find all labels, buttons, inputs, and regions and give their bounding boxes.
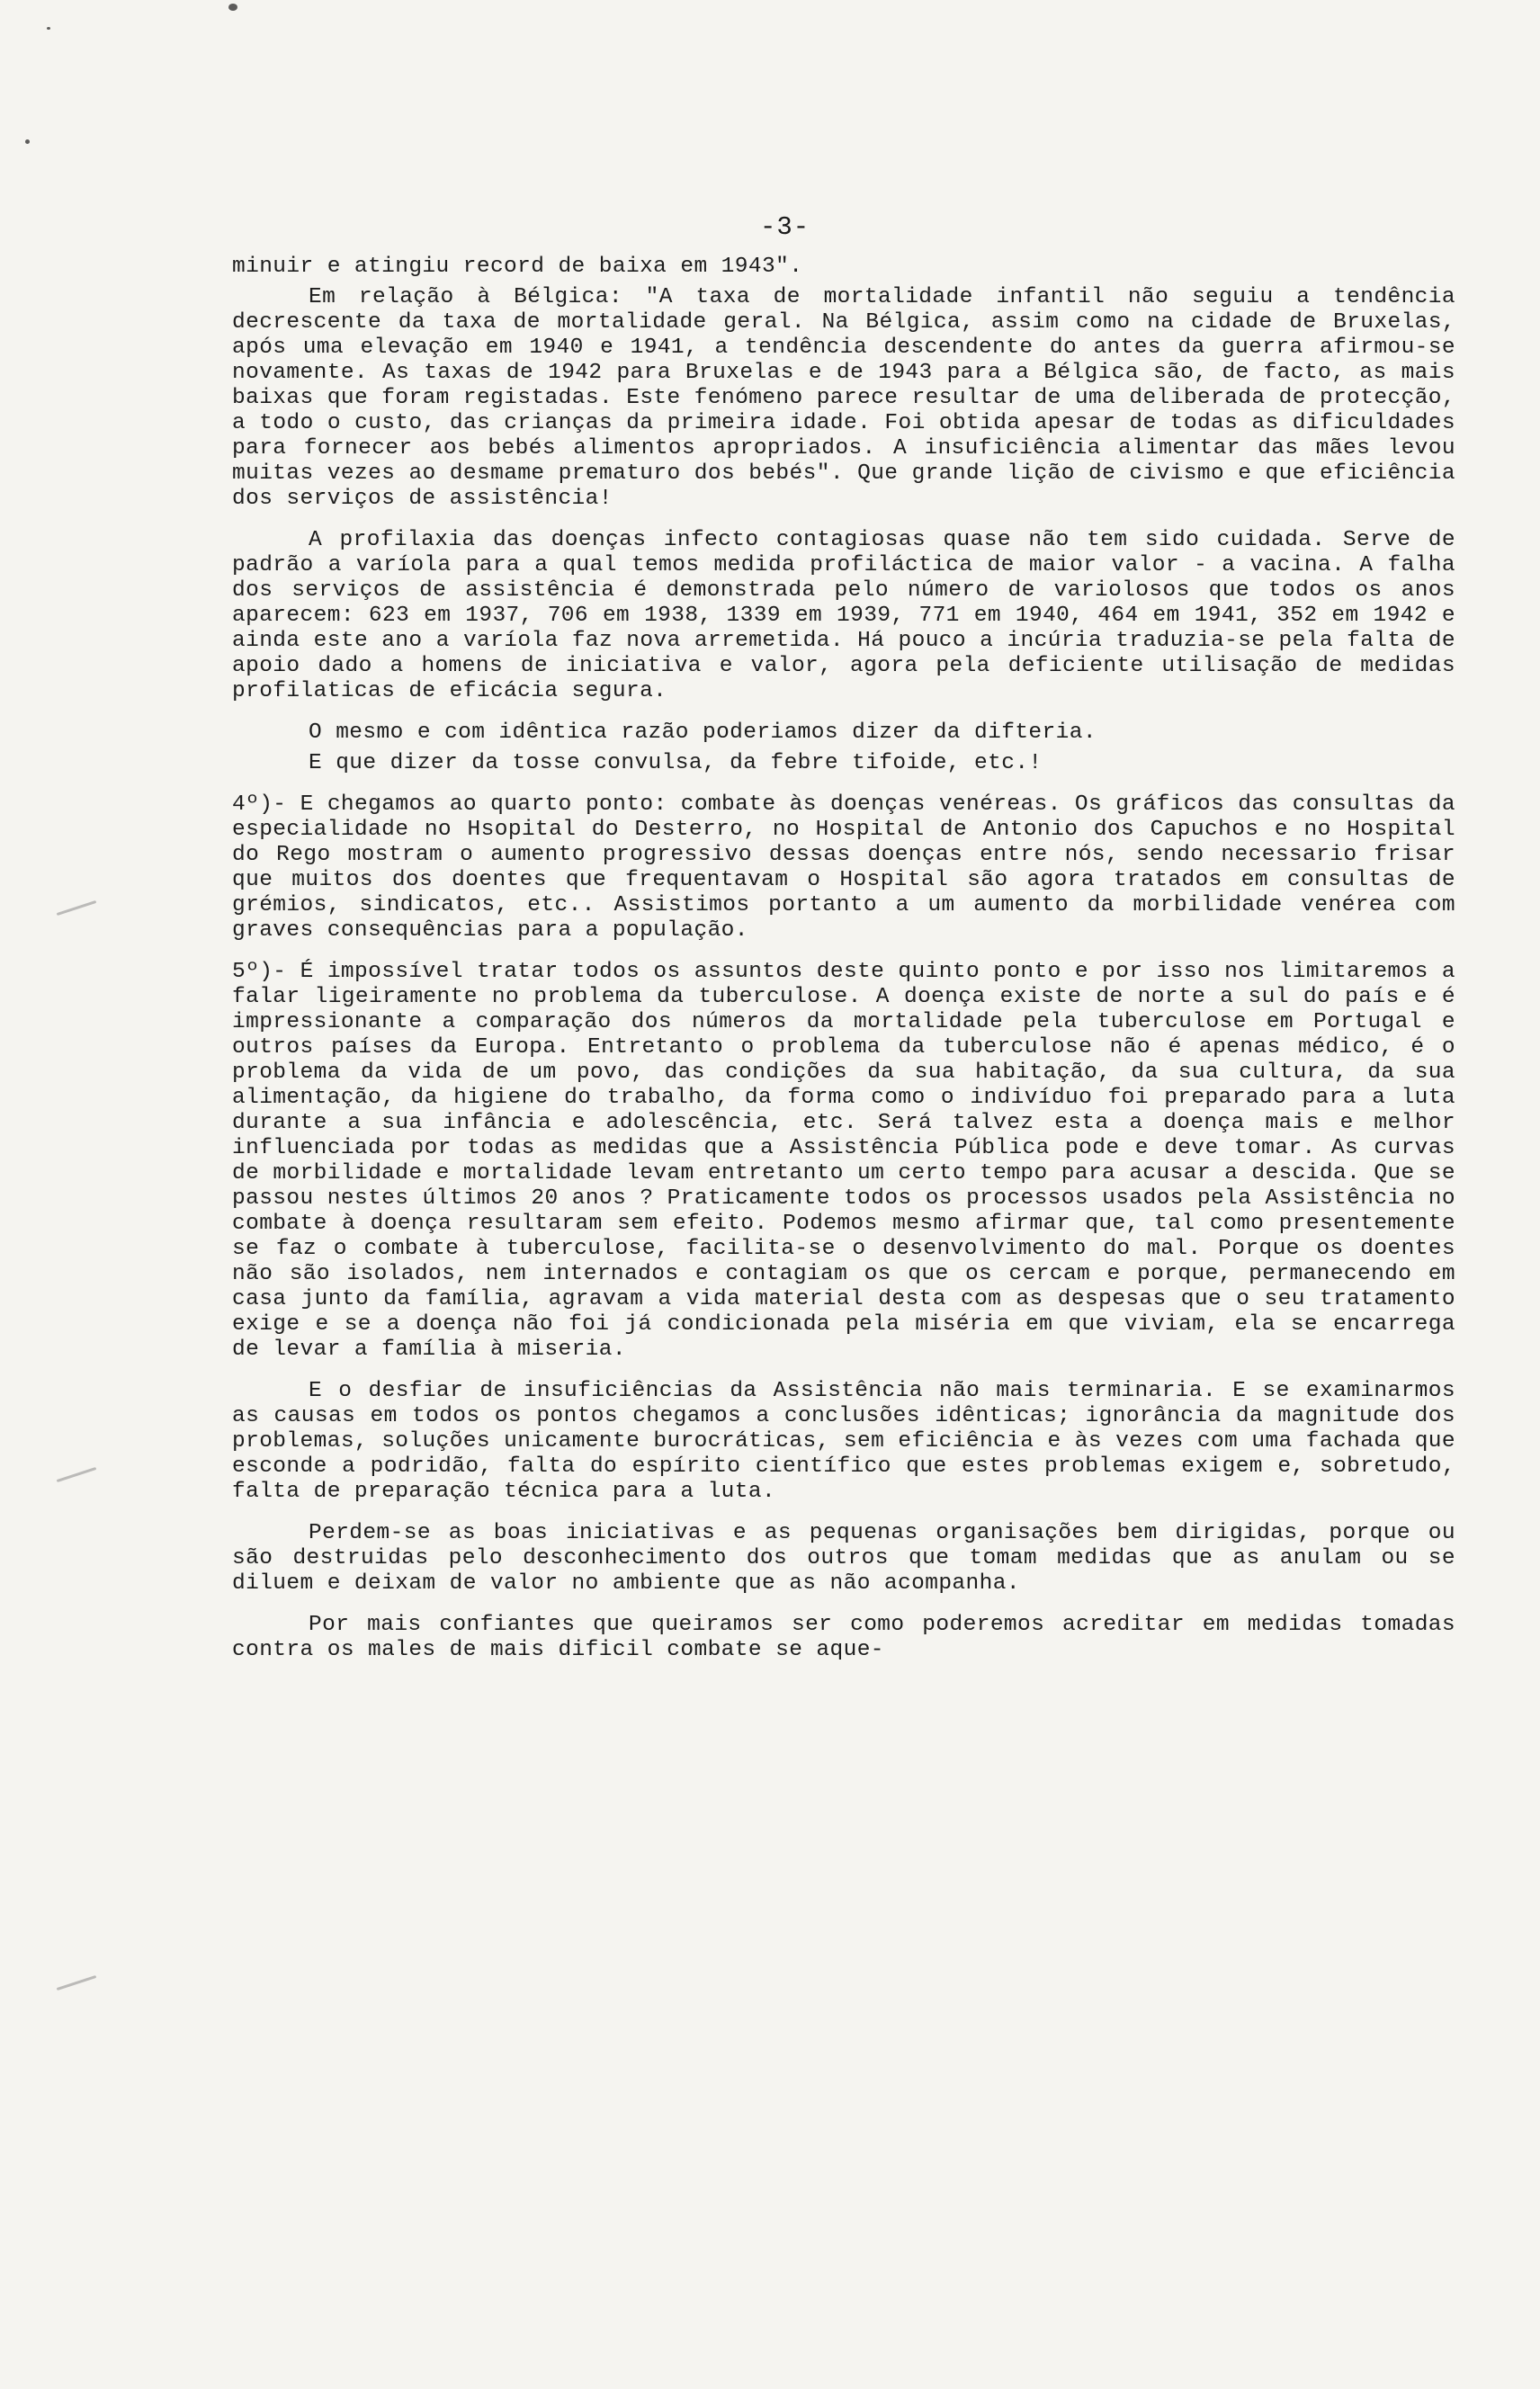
initiatives-paragraph: Perdem-se as boas iniciativas e as pequenas organisações bem dirigidas, porque ou são destruidas pelo desconhecimento dos outros que tomam medidas que as anulam ou se diluem e deixam de valor no ambiente que as não acompanha. bbox=[232, 1521, 1455, 1596]
diphtheria-paragraph: O mesmo e com idêntica razão poderiamos dizer da difteria. bbox=[309, 720, 1097, 745]
tuberculosis-paragraph: 5º)- É impossível tratar todos os assuntos deste quinto ponto e por isso nos limitaremos a falar ligeiramente no problema da tuberculose. A doença existe de norte a sul do país e é impressionante a comparação dos números da mortalidade pela tuberculose em Portugal e outros países da Europa. Entretanto o problema da tuberculose não é apenas médico, é o problema da vida de um povo, das condições da sua habitação, da sua cultura, da sua alimentação, da higiene do trabalho, da forma como o indivíduo foi preparado para a luta durante a sua infância e adolescência, etc. Será talvez esta a doença mais e melhor influenciada por todas as medidas que a Assistência Pública pode e deve tomar. As curvas de morbilidade e mortalidade levam entretanto um certo tempo para acusar a descida. Que se passou nestes últimos 20 anos ? Praticamente todos os processos usados pela Assistência no combate à doença resultaram sem efeito. Podemos mesmo afirmar que, tal como presentemente se faz o combate à tuberculose, facilita-se o desenvolvimento do mal. Porque os doentes não são isolados, nem internados e contagiam os que os cercam e porque, permanecendo em casa junto da família, agravam a vida material desta com as despesas que o seu tratamento exige e se a doença não foi já condicionada pela miséria em que viviam, ela se encarrega de levar a família à miseria. bbox=[232, 960, 1455, 1362]
opening-paragraph: minuir e atingiu record de baixa em 1943". bbox=[232, 255, 803, 279]
prophylaxis-paragraph: A profilaxia das doenças infecto contagiosas quase não tem sido cuidada. Serve de padrão a varíola para a qual temos medida profiláctica de maior valor - a vacina. A falha dos serviços de assistência é demonstrada pelo número de variolosos que todos os anos aparecem: 623 em 1937, 706 em 1938, 1339 em 1939, 771 em 1940, 464 em 1941, 352 em 1942 e ainda este ano a varíola faz nova arremetida. Há pouco a incúria traduzia-se pela falta de apoio dado a homens de iniciativa e valor, agora pela deficiente utilisação de medidas profilaticas de eficácia segura. bbox=[232, 528, 1455, 703]
binding-hole-mark bbox=[57, 1467, 97, 1482]
ink-speck-mark bbox=[47, 27, 50, 30]
binding-hole-mark bbox=[57, 1975, 97, 1991]
document-body bbox=[232, 255, 1455, 2368]
insufficiencies-paragraph: E o desfiar de insuficiências da Assistência não mais terminaria. E se examinarmos as causas em todos os pontos chegamos a conclusões idênticas; ignorância da magnitude dos problemas, soluções unicamente burocráticas, sem eficiência e às vezes com uma fachada que esconde a podridão, falta do espírito científico que estes problemas exigem e, sobretudo, falta de preparação técnica para a luta. bbox=[232, 1379, 1455, 1504]
page-number: -3- bbox=[760, 212, 810, 242]
pertussis-paragraph: E que dizer da tosse convulsa, da febre tifoide, etc.! bbox=[309, 751, 1043, 775]
ink-speck-mark bbox=[228, 4, 237, 11]
ink-speck-mark bbox=[25, 139, 30, 144]
venereal-diseases-paragraph: 4º)- E chegamos ao quarto ponto: combate às doenças venéreas. Os gráficos das consultas da especialidade no Hsopital do Desterro, no Hospital de Antonio dos Capuchos e no Hospital do Rego mostram o aumento progressivo dessas doenças entre nós, sendo necessario frisar que muitos dos doentes que frequentavam o Hospital são agora tratados em consultas de grémios, sindicatos, etc.. Assistimos portanto a um aumento da morbilidade venérea com graves consequências para a população. bbox=[232, 792, 1455, 943]
closing-paragraph: Por mais confiantes que queiramos ser como poderemos acreditar em medidas tomadas contra os males de mais dificil combate se aque- bbox=[232, 1613, 1455, 1662]
belgium-paragraph: Em relação à Bélgica: "A taxa de mortalidade infantil não seguiu a tendência decrescente da taxa de mortalidade geral. Na Bélgica, assim como na cidade de Bruxelas, após uma elevação em 1940 e 1941, a tendência descendente do antes da guerra afirmou-se novamente. As taxas de 1942 para Bruxelas e de 1943 para a Bélgica são, de facto, as mais baixas que foram registadas. Este fenómeno parece resultar de uma deliberada de protecção, a todo o custo, das crianças da primeira idade. Foi obtida apesar de todas as dificuldades para fornecer aos bebés alimentos apropriados. A insuficiência alimentar das mães levou muitas vezes ao desmame prematuro dos bebés". Que grande lição de civismo e que eficiência dos serviços de assistência! bbox=[232, 285, 1455, 511]
binding-hole-mark bbox=[57, 900, 97, 916]
